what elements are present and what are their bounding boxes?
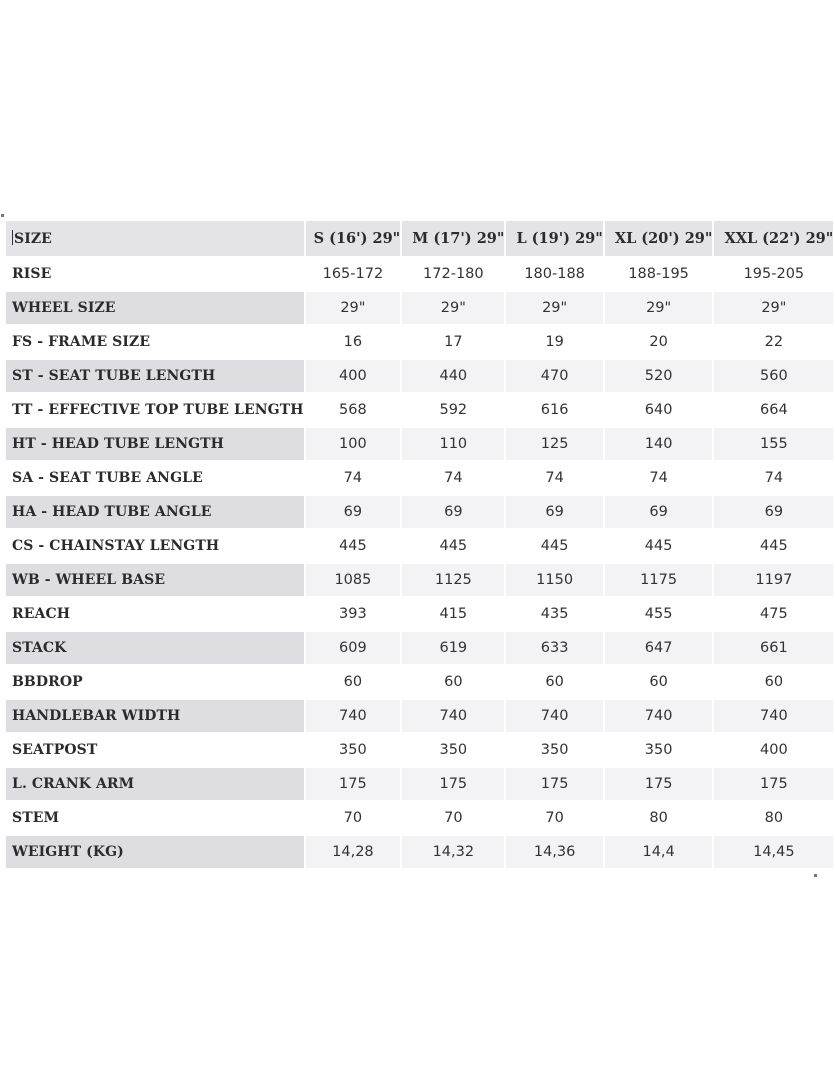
row-label: STACK <box>6 632 304 664</box>
table-cell: 19 <box>506 326 602 358</box>
table-cell: 14,45 <box>714 836 833 868</box>
row-label: HA - HEAD TUBE ANGLE <box>6 496 304 528</box>
table-cell: 435 <box>506 598 602 630</box>
table-cell: 69 <box>714 496 833 528</box>
table-row <box>6 292 833 324</box>
table-cell: 440 <box>402 360 504 392</box>
row-label: HT - HEAD TUBE LENGTH <box>6 428 304 460</box>
table-row <box>6 666 833 698</box>
table-cell: 74 <box>714 462 833 494</box>
table-cell: 175 <box>402 768 504 800</box>
table-cell: 14,4 <box>605 836 713 868</box>
table-cell: 592 <box>402 394 504 426</box>
table-cell: 175 <box>714 768 833 800</box>
table-cell: 740 <box>605 700 713 732</box>
table-cell: 69 <box>306 496 401 528</box>
table-cell: 60 <box>506 666 602 698</box>
table-cell: 647 <box>605 632 713 664</box>
row-label: WB - WHEEL BASE <box>6 564 304 596</box>
text-cursor <box>12 230 13 245</box>
table-cell: 69 <box>402 496 504 528</box>
table-cell: 74 <box>605 462 713 494</box>
table-cell: 664 <box>714 394 833 426</box>
table-row <box>6 394 833 426</box>
table-cell: 29" <box>714 292 833 324</box>
column-header-s: S (16') 29" <box>306 221 401 256</box>
table-row <box>6 530 833 562</box>
table-cell: 393 <box>306 598 401 630</box>
table-cell: 619 <box>402 632 504 664</box>
table-cell: 110 <box>402 428 504 460</box>
table-cell: 29" <box>506 292 602 324</box>
table-cell: 29" <box>402 292 504 324</box>
table-cell: 400 <box>714 734 833 766</box>
table-cell: 640 <box>605 394 713 426</box>
table-cell: 445 <box>605 530 713 562</box>
table-cell: 350 <box>506 734 602 766</box>
table-row <box>6 802 833 834</box>
column-header-l: L (19') 29" <box>506 221 602 256</box>
header-size-cell <box>6 221 304 256</box>
table-cell: 740 <box>506 700 602 732</box>
table-cell: 350 <box>605 734 713 766</box>
table-cell: 520 <box>605 360 713 392</box>
column-header-xl: XL (20') 29" <box>605 221 713 256</box>
table-cell: 195-205 <box>714 258 833 290</box>
table-cell: 100 <box>306 428 401 460</box>
table-cell: 17 <box>402 326 504 358</box>
table-cell: 350 <box>306 734 401 766</box>
table-cell: 1125 <box>402 564 504 596</box>
size-header-label: SIZE <box>14 231 52 247</box>
table-cell: 175 <box>306 768 401 800</box>
table-cell: 74 <box>402 462 504 494</box>
table-cell: 14,32 <box>402 836 504 868</box>
table-row <box>6 360 833 392</box>
table-cell: 445 <box>506 530 602 562</box>
table-cell: 60 <box>605 666 713 698</box>
table-row <box>6 836 833 868</box>
table-cell: 29" <box>306 292 401 324</box>
table-cell: 172-180 <box>402 258 504 290</box>
table-row <box>6 462 833 494</box>
table-cell: 1085 <box>306 564 401 596</box>
row-label: FS - FRAME SIZE <box>6 326 304 358</box>
table-row <box>6 768 833 800</box>
table-row <box>6 700 833 732</box>
table-cell: 69 <box>506 496 602 528</box>
table-body <box>6 258 833 868</box>
table-cell: 175 <box>506 768 602 800</box>
corner-mark <box>1 214 4 217</box>
table-cell: 14,36 <box>506 836 602 868</box>
table-cell: 20 <box>605 326 713 358</box>
table-row <box>6 598 833 630</box>
geometry-table <box>4 219 835 870</box>
table-cell: 74 <box>306 462 401 494</box>
table-cell: 175 <box>605 768 713 800</box>
table-cell: 445 <box>306 530 401 562</box>
table-row <box>6 564 833 596</box>
table-cell: 16 <box>306 326 401 358</box>
table-cell: 445 <box>714 530 833 562</box>
row-label: RISE <box>6 258 304 290</box>
row-label: L. CRANK ARM <box>6 768 304 800</box>
table-cell: 740 <box>306 700 401 732</box>
table-cell: 70 <box>306 802 401 834</box>
table-cell: 400 <box>306 360 401 392</box>
table-cell: 155 <box>714 428 833 460</box>
corner-mark <box>814 874 817 877</box>
column-header-xxl: XXL (22') 29" <box>714 221 833 256</box>
table-cell: 633 <box>506 632 602 664</box>
row-label: HANDLEBAR WIDTH <box>6 700 304 732</box>
row-label: ST - SEAT TUBE LENGTH <box>6 360 304 392</box>
table-cell: 1175 <box>605 564 713 596</box>
table-row <box>6 326 833 358</box>
table-cell: 140 <box>605 428 713 460</box>
table-cell: 475 <box>714 598 833 630</box>
row-label: SEATPOST <box>6 734 304 766</box>
table-cell: 80 <box>605 802 713 834</box>
table-cell: 70 <box>402 802 504 834</box>
table-cell: 568 <box>306 394 401 426</box>
table-cell: 350 <box>402 734 504 766</box>
table-cell: 60 <box>306 666 401 698</box>
table-row <box>6 258 833 290</box>
table-cell: 455 <box>605 598 713 630</box>
table-cell: 14,28 <box>306 836 401 868</box>
table-cell: 69 <box>605 496 713 528</box>
table-row <box>6 496 833 528</box>
table-cell: 661 <box>714 632 833 664</box>
table-cell: 165-172 <box>306 258 401 290</box>
table-row <box>6 632 833 664</box>
row-label: WEIGHT (KG) <box>6 836 304 868</box>
table-cell: 560 <box>714 360 833 392</box>
row-label: SA - SEAT TUBE ANGLE <box>6 462 304 494</box>
row-label: WHEEL SIZE <box>6 292 304 324</box>
table-cell: 609 <box>306 632 401 664</box>
row-label: TT - EFFECTIVE TOP TUBE LENGTH <box>6 394 304 426</box>
table-cell: 125 <box>506 428 602 460</box>
table-cell: 616 <box>506 394 602 426</box>
table-cell: 80 <box>714 802 833 834</box>
table-cell: 740 <box>402 700 504 732</box>
table-cell: 60 <box>402 666 504 698</box>
table-cell: 70 <box>506 802 602 834</box>
table-cell: 60 <box>714 666 833 698</box>
column-header-m: M (17') 29" <box>402 221 504 256</box>
row-label: BBDROP <box>6 666 304 698</box>
row-label: REACH <box>6 598 304 630</box>
table-cell: 1150 <box>506 564 602 596</box>
table-cell: 470 <box>506 360 602 392</box>
table-row <box>6 428 833 460</box>
table-cell: 180-188 <box>506 258 602 290</box>
table-cell: 29" <box>605 292 713 324</box>
table-cell: 1197 <box>714 564 833 596</box>
row-label: STEM <box>6 802 304 834</box>
table-cell: 740 <box>714 700 833 732</box>
table-cell: 22 <box>714 326 833 358</box>
header-row <box>6 221 833 256</box>
table-cell: 188-195 <box>605 258 713 290</box>
row-label: CS - CHAINSTAY LENGTH <box>6 530 304 562</box>
table-cell: 415 <box>402 598 504 630</box>
table-row <box>6 734 833 766</box>
table-cell: 445 <box>402 530 504 562</box>
table-cell: 74 <box>506 462 602 494</box>
